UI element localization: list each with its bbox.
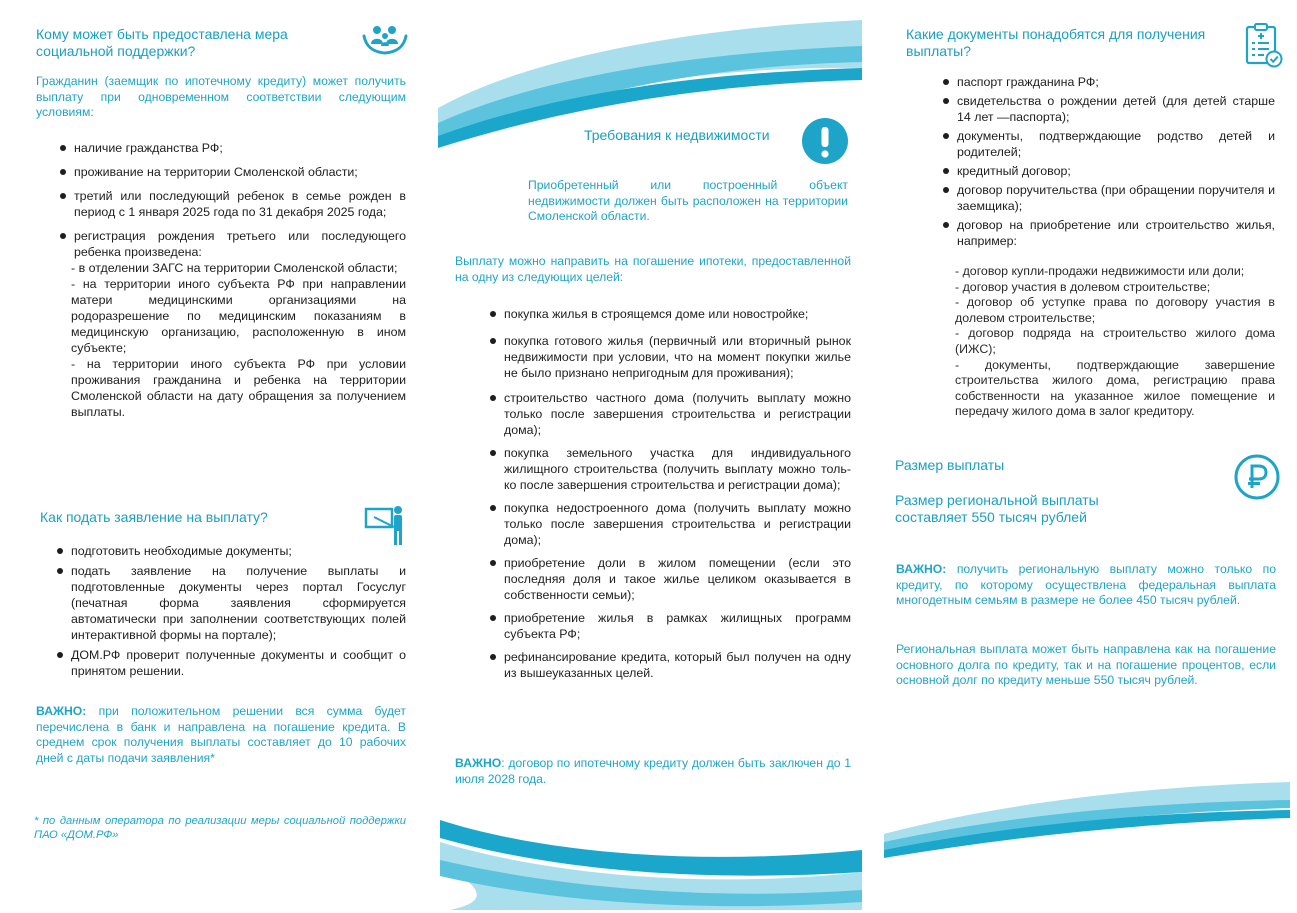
important-label: ВАЖНО: [36,704,87,718]
docs-sublist [955,264,1275,420]
list-item: регистрация рождения третьего или последующего ребенка произведена: [60,228,406,260]
sub-item: - на территории иного субъекта РФ при направлении матери медицинскими организациями на родоразрешение по медицинским показаниям в медицинскую организацию, расположенную в ином субъекте; [71,276,406,355]
important-text: получить региональную выплату можно только по кредиту, по которому осуществлена федеральная выплата многодетным семьям в размере не более 450 тысяч рублей. [896,562,1276,608]
goals-list [490,306,851,689]
who-title: Кому может быть предоставлена мера социальной поддержки? [36,26,288,59]
docs-title: Какие документы понадобятся для получения выплаты? [906,26,1206,59]
ruble-icon [1234,454,1280,500]
size-title: Размер выплаты [895,457,1005,473]
list-item: покупка жилья в строящемся доме или новостройке; [490,306,851,322]
requirements-title: Требования к недвижимости [584,127,770,143]
list-item: покупка готового жилья (первичный или вторичный рынок недвижимости при условии, что на момент покупки жилье не было признано непригодным для проживания); [490,333,851,381]
family-hands-icon [362,22,408,56]
goals-intro: Выплату можно направить на погашение ипотеки, предоставленной на одну из следующих целей: [455,254,851,284]
list-item: кредитный договор; [943,163,1275,179]
list-item: покупка недостроенного дома (получить выплату можно только после завершения строительства и регистрации дома); [490,500,851,548]
who-sublist [36,260,406,420]
important-label: ВАЖНО: [896,562,947,576]
sub-item: - договор участия в долевом строительстве; [955,279,1211,294]
list-item: строительство частного дома (получить выплату можно только после завершения строительства и регистрации дома); [490,390,851,438]
wave-decoration-bottom [440,820,862,910]
apply-list [40,543,406,679]
exclamation-icon [802,118,848,164]
footnote: * по данным оператора по реализации меры социальной поддержки ПАО «ДОМ.РФ» [34,815,406,841]
sub-item: - на территории иного субъекта РФ при условии проживания гражданина и ребенка на территории Смоленской области на дату обращения за получением выплаты. [71,356,406,419]
teacher-board-icon [364,505,408,547]
size-important [896,562,1276,609]
wave-decoration-right [884,772,1290,862]
list-item: приобретение доли в жилом помещении (если это последняя доля и такое жилье целиком оказывается в собственности семьи); [490,555,851,603]
list-item: проживание на территории Смоленской области; [60,164,406,180]
list-item: рефинансирование кредита, который был получен на одну из вышеуказанных целей. [490,649,851,681]
important-text: при положительном решении вся сумма будет перечислена в банк и направлена на погашение кредита. В среднем срок получения выплаты составляет до 10 рабочих дней с даты подачи заявления* [36,704,406,765]
column-left-apply [40,509,406,687]
requirements-text: Приобретенный или построенный объект недвижимости должен быть расположен на территории Смоленской области. [528,178,848,224]
list-item: документы, подтверждающие родство детей и родителей; [943,128,1275,160]
list-item: договор поручительства (при обращении поручителя и заемщика); [943,182,1275,214]
apply-important [36,704,406,766]
list-item: подать заявление на получение выплаты и подготовленные документы через портал Госуслуг (печатная форма заявления сформируется автоматически при заполнении соответствующих полей интерактивной формы на портале); [57,563,406,643]
sub-item: - документы, подтверждающие завершение строительства жилого дома, регистрацию права собственности на указанное жилое помещение и передачу жилого дома в залог кредитору. [955,357,1275,419]
clipboard-checklist-icon [1244,22,1284,68]
list-item: покупка земельного участка для индивидуального жилищного строительства (получить выплату можно толь-ко после завершения строительства и регистрации дома); [490,445,851,493]
list-item: паспорт гражданина РФ; [943,74,1275,90]
regional-text: Региональная выплата может быть направлена как на погашение основного долга по кредиту, так и на погашение процентов, если основной долг по кредиту меньше 550 тысяч рублей. [896,642,1276,688]
size-amount: Размер региональной выплаты составляет 550 тысяч рублей [895,492,1099,525]
list-item: третий или последующий ребенок в семье рожден в период с 1 января 2025 года по 31 декабря 2025 года; [60,188,406,220]
important-label: ВАЖНО [455,756,502,770]
apply-title: Как подать заявление на выплату? [40,509,268,525]
important-text: : договор по ипотечному кредиту должен быть заключен до 1 июля 2028 года. [455,756,851,786]
list-item: наличие гражданства РФ; [60,140,406,156]
list-item: свидетельства о рождении детей (для детей старше 14 лет —паспорта); [943,93,1275,125]
docs-list [943,74,1275,249]
list-item: договор на приобретение или строительство жилья, например: [943,217,1275,249]
sub-item: - договор купли-продажи недвижимости или доли; [955,264,1245,278]
goals-important [455,756,851,787]
who-list [36,140,406,260]
list-item: приобретение жилья в рамках жилищных программ субъекта РФ; [490,610,851,642]
sub-item: - договор подряда на строительство жилого дома (ИЖС); [955,326,1275,356]
who-intro: Гражданин (заемщик по ипотечному кредиту) может получить выплату при одновременном соответствии следующим условиям: [36,74,406,120]
list-item: подготовить необходимые документы; [57,543,406,559]
list-item: ДОМ.РФ проверит полученные документы и сообщит о принятом решении. [57,647,406,679]
column-left [36,26,406,420]
sub-item: - в отделении ЗАГС на территории Смоленской области; [71,260,398,275]
sub-item: - договор об уступке права по договору участия в долевом строительстве; [955,295,1275,325]
